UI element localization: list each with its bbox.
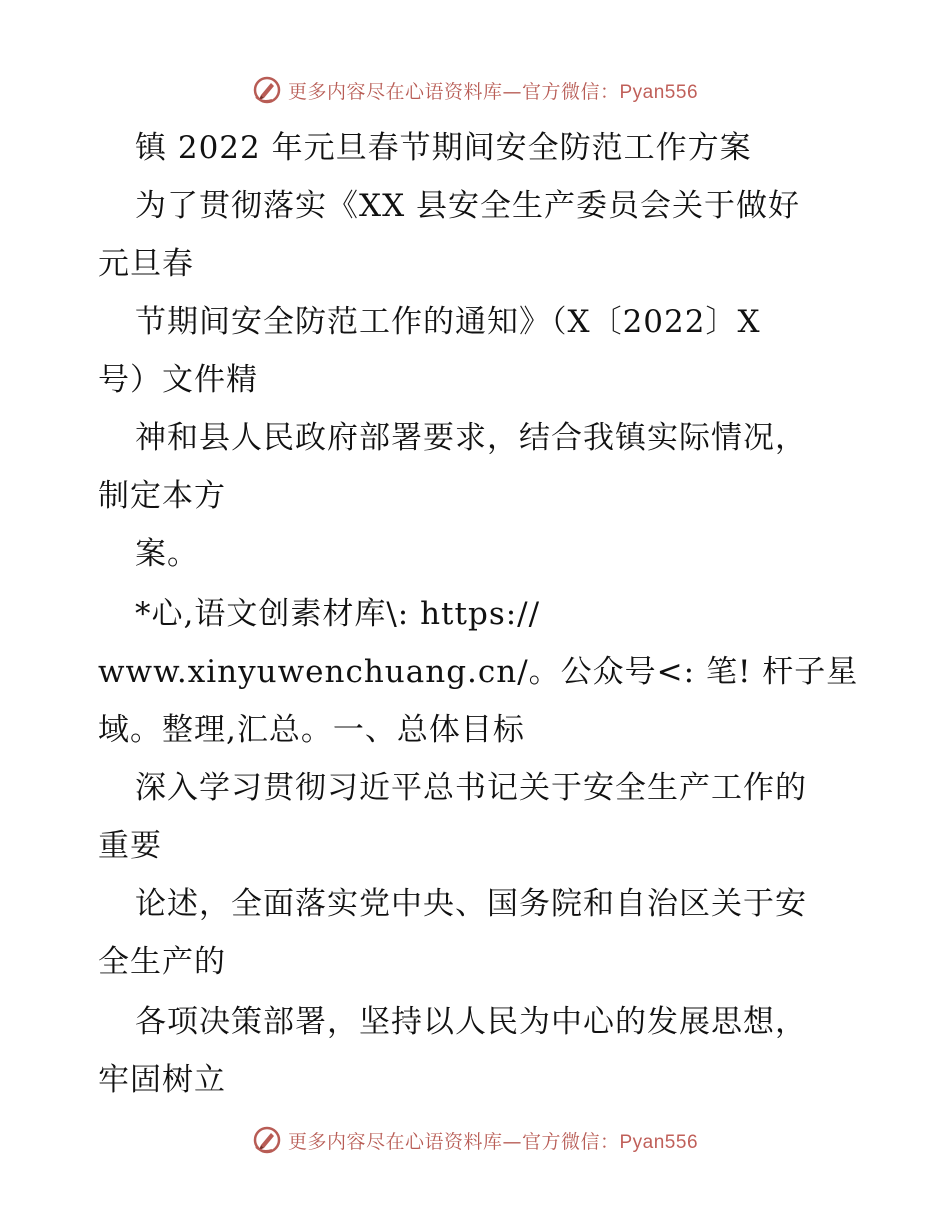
header-watermark-banner: [0, 70, 950, 110]
text-line: 论述，全面落实党中央、国务院和自治区关于安: [135, 886, 807, 922]
section-heading-line: 域。整理,汇总。一、总体目标: [98, 712, 525, 748]
text-line: 各项决策部署，坚持以人民为中心的发展思想，: [135, 1004, 807, 1040]
footer-watermark-banner: [0, 1120, 950, 1160]
text-line: 重要: [98, 828, 162, 864]
text-line: 神和县人民政府部署要求，结合我镇实际情况，: [135, 420, 807, 456]
text-line: 牢固树立: [98, 1062, 226, 1098]
text-line: 制定本方: [98, 478, 226, 514]
text-line: 全生产的: [98, 944, 226, 980]
text-line: 元旦春: [98, 246, 194, 282]
text-line: 案。: [135, 536, 199, 572]
text-line: 深入学习贯彻习近平总书记关于安全生产工作的: [135, 770, 807, 806]
watermark-text: 更多内容尽在心语资料库—官方微信：Pyan556: [287, 1130, 699, 1153]
text-line: 号）文件精: [98, 362, 258, 398]
text-line: 为了贯彻落实《XX 县安全生产委员会关于做好: [135, 188, 800, 224]
text-line: 节期间安全防范工作的通知》（X〔2022〕X: [135, 304, 761, 340]
document-title: 镇 2022 年元旦春节期间安全防范工作方案: [135, 130, 752, 166]
text-line: www.xinyuwenchuang.cn/。公众号<: 笔! 杆子星: [98, 654, 859, 690]
text-line: *心,语文创素材库\: https://: [135, 596, 541, 632]
pen-circle-logo-icon: [252, 75, 282, 105]
watermark-text: 更多内容尽在心语资料库—官方微信：Pyan556: [287, 80, 699, 103]
pen-circle-logo-icon: [252, 1125, 282, 1155]
